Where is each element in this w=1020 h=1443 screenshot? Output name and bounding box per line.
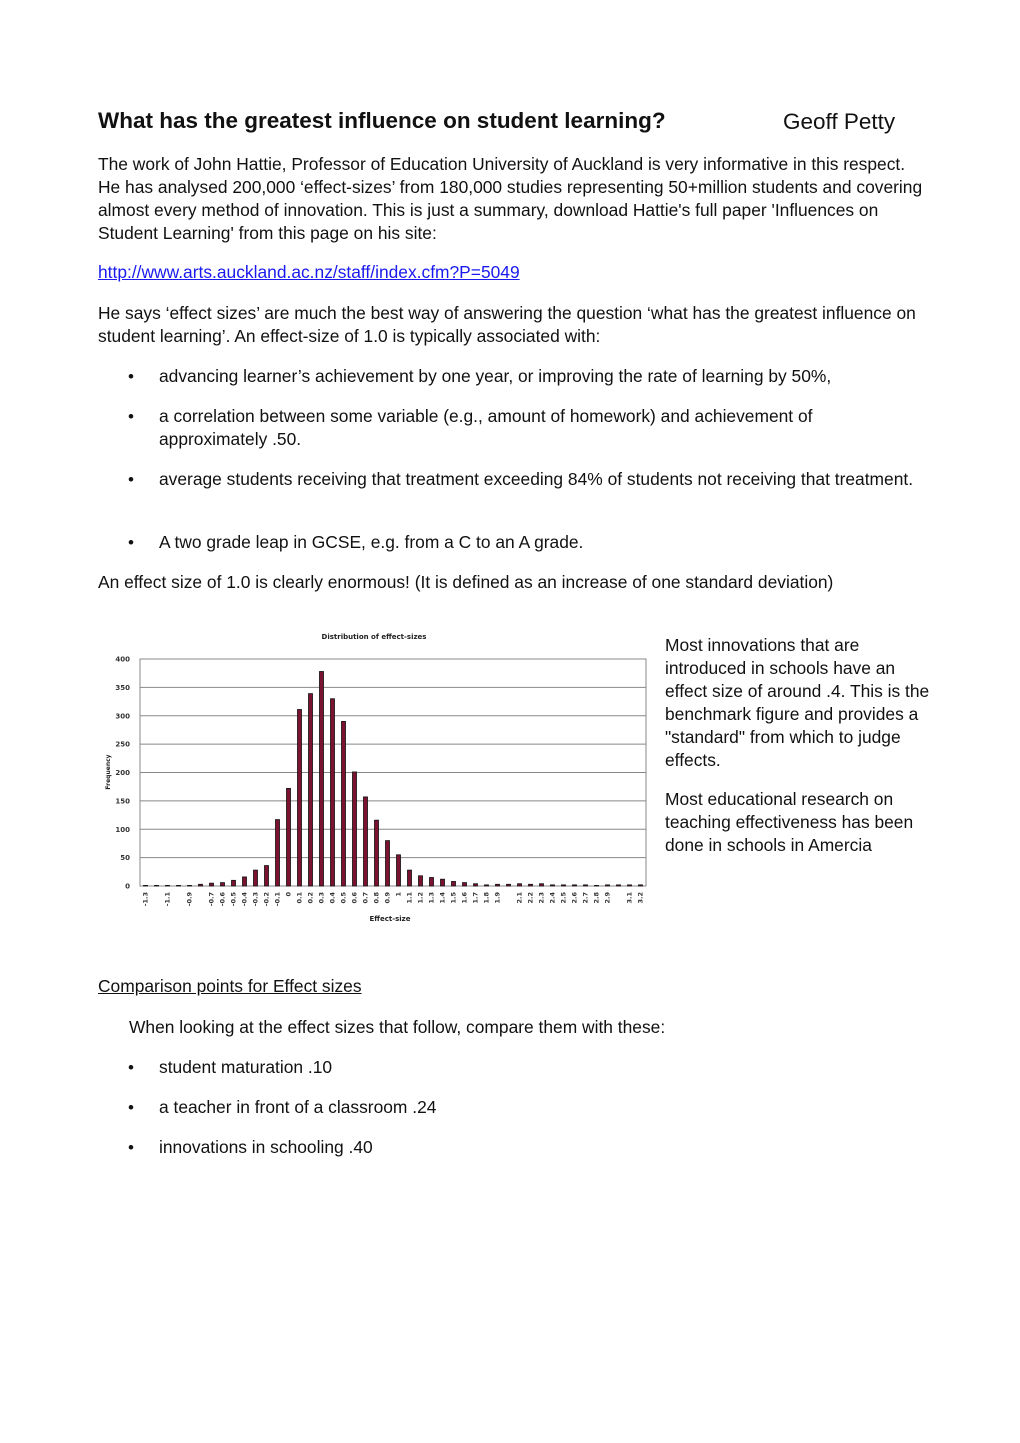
x-tick-label: 2.2: [526, 892, 535, 904]
bar: [595, 885, 599, 886]
bar: [287, 788, 291, 886]
x-tick-label: 3.2: [636, 892, 645, 904]
hattie-link[interactable]: http://www.arts.auckland.ac.nz/staff/index.cfm?P=5049: [98, 262, 520, 282]
effect-size-intro: He says ‘effect sizes’ are much the best way of answering the question ‘what has the greatest influence on student learning’. An effect-size of 1.0 is typically associated with:: [98, 303, 916, 346]
x-tick-label: 0.5: [339, 892, 348, 904]
y-tick-label: 300: [115, 712, 130, 721]
effect-size-histogram: [98, 628, 658, 928]
bullet-icon: •: [128, 1098, 134, 1117]
bar: [584, 885, 588, 886]
bar: [606, 885, 610, 886]
x-tick-label: 2.8: [592, 892, 601, 904]
x-tick-label: 0.3: [317, 892, 326, 904]
x-tick-label: 0.1: [295, 892, 304, 904]
y-tick-label: 250: [115, 740, 130, 749]
bullet-icon: •: [128, 1138, 134, 1157]
bar: [353, 772, 357, 886]
x-tick-label: 1.4: [438, 892, 447, 904]
bar: [254, 870, 258, 886]
x-tick-label: 1.5: [449, 892, 458, 904]
bullet-icon: •: [128, 533, 134, 552]
y-tick-label: 150: [115, 797, 130, 806]
x-tick-label: -1.3: [141, 892, 150, 907]
x-tick-label: 1.9: [493, 892, 502, 904]
bar: [452, 881, 456, 886]
x-tick-label: -0.6: [218, 892, 227, 907]
bar: [419, 876, 423, 886]
list-item-text: advancing learner’s achievement by one year, or improving the rate of learning by 50%,: [159, 366, 832, 386]
x-tick-label: -0.9: [185, 892, 194, 907]
bullet-icon: •: [128, 367, 134, 386]
comparison-intro: When looking at the effect sizes that follow, compare them with these:: [129, 1017, 666, 1037]
chart-title: Distribution of effect-sizes: [321, 633, 427, 641]
bullet-icon: •: [128, 1058, 134, 1077]
bar: [474, 884, 478, 886]
bar: [243, 877, 247, 886]
x-tick-label: 2.1: [515, 892, 524, 904]
bar: [408, 870, 412, 886]
y-tick-label: 100: [115, 825, 130, 834]
x-tick-label: 1.7: [471, 892, 480, 904]
x-tick-label: 2.9: [603, 892, 612, 904]
effect-size-note: An effect size of 1.0 is clearly enormous! (It is defined as an increase of one standard deviation): [98, 572, 834, 592]
bar: [188, 885, 192, 886]
x-tick-label: -0.5: [229, 892, 238, 907]
x-tick-label: -0.4: [240, 892, 249, 907]
bar: [210, 883, 214, 886]
bar: [628, 885, 632, 886]
sidebar-note-research: Most educational research on teaching effectiveness has been done in schools in Amercia: [665, 789, 914, 855]
author-name: Geoff Petty: [783, 109, 896, 134]
page-title: What has the greatest influence on student learning?: [98, 108, 666, 133]
x-tick-label: 0.9: [383, 892, 392, 904]
intro-paragraph: The work of John Hattie, Professor of Education University of Auckland is very informative in this respect. He has analysed 200,000 ‘effect-sizes’ from 180,000 studies representing 50+million students and covering almost every method of innovation. This is just a summary, download Hattie's full paper 'Influences on Student Learning' from this page on his site:: [98, 154, 923, 243]
x-tick-label: -0.7: [207, 892, 216, 907]
bar: [562, 885, 566, 886]
x-tick-label: 1.1: [405, 892, 414, 904]
bar: [199, 884, 203, 886]
x-tick-label: 0: [284, 892, 293, 897]
bar: [342, 721, 346, 886]
effect-size-chart: [98, 628, 658, 928]
bar: [485, 885, 489, 886]
x-tick-label: 2.4: [548, 892, 557, 904]
x-tick-label: 0.4: [328, 892, 337, 904]
x-tick-label: 2.6: [570, 892, 579, 904]
x-tick-label: -1.1: [163, 892, 172, 907]
bar: [309, 694, 313, 886]
bar: [144, 885, 148, 886]
bullet-icon: •: [128, 407, 134, 426]
bar: [573, 885, 577, 886]
x-tick-label: 1.6: [460, 892, 469, 904]
bar: [551, 885, 555, 886]
bar: [166, 885, 170, 886]
sidebar-note-benchmark: Most innovations that are introduced in schools have an effect size of around .4. This is the benchmark figure and provides a "standard" from which to judge effects.: [665, 635, 930, 770]
bar: [177, 885, 181, 886]
bar: [155, 885, 159, 886]
x-tick-label: 2.7: [581, 892, 590, 904]
x-tick-label: 1.2: [416, 892, 425, 904]
bar: [463, 883, 467, 886]
bar: [221, 883, 225, 886]
bar: [540, 884, 544, 886]
bar: [507, 884, 511, 886]
bar: [364, 797, 368, 886]
list-item-text: a correlation between some variable (e.g., amount of homework) and achievement of approximately .50.: [159, 406, 813, 449]
list-item-text: average students receiving that treatment exceeding 84% of students not receiving that treatment.: [159, 469, 914, 489]
comparison-heading: Comparison points for Effect sizes: [98, 976, 362, 996]
bar: [529, 884, 533, 886]
x-tick-label: 0.6: [350, 892, 359, 904]
y-tick-label: 200: [115, 769, 130, 777]
bar: [331, 699, 335, 886]
bar: [518, 884, 522, 886]
x-tick-label: -0.2: [262, 892, 271, 907]
x-tick-label: -0.3: [251, 892, 260, 907]
bar: [375, 820, 379, 886]
x-tick-label: 3.1: [625, 892, 634, 904]
bar: [397, 855, 401, 886]
y-tick-label: 400: [115, 655, 130, 664]
bar: [430, 877, 434, 886]
bullet-icon: •: [128, 470, 134, 489]
bar: [265, 866, 269, 886]
list-item-text: a teacher in front of a classroom .24: [159, 1097, 437, 1117]
x-tick-label: 2.3: [537, 892, 546, 904]
bar: [232, 880, 236, 886]
list-item-text: A two grade leap in GCSE, e.g. from a C to an A grade.: [159, 532, 584, 552]
bar: [386, 841, 390, 886]
x-axis-label: Effect-size: [369, 915, 411, 923]
x-tick-label: 0.7: [361, 892, 370, 904]
x-tick-label: 1.3: [427, 892, 436, 904]
y-tick-label: 350: [115, 683, 130, 692]
bar: [441, 879, 445, 886]
bar: [276, 820, 280, 886]
bar: [639, 885, 643, 886]
x-tick-label: -0.1: [273, 892, 282, 907]
x-tick-label: 2.5: [559, 892, 568, 904]
bar: [496, 884, 500, 886]
bar: [320, 671, 324, 886]
bar: [298, 710, 302, 886]
x-tick-label: 0.8: [372, 892, 381, 904]
y-axis-label: Frequency: [105, 754, 112, 790]
x-tick-label: 1: [394, 892, 403, 897]
list-item-text: innovations in schooling .40: [159, 1137, 373, 1157]
y-tick-label: 50: [120, 854, 130, 863]
y-tick-label: 0: [125, 882, 130, 891]
x-tick-label: 0.2: [306, 892, 315, 904]
x-tick-label: 1.8: [482, 892, 491, 904]
bar: [617, 885, 621, 886]
list-item-text: student maturation .10: [159, 1057, 333, 1077]
